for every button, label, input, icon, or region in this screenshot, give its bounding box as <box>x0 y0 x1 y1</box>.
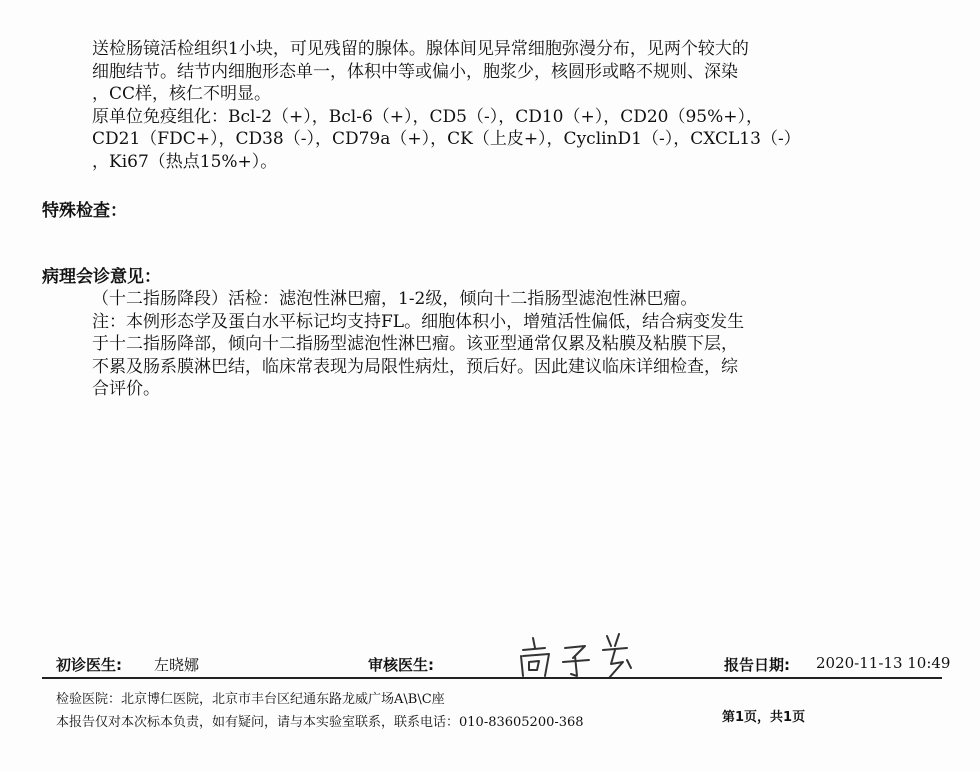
note-line: 不累及肠系膜淋巴结，临床常表现为局限性病灶，预后好。因此建议临床详细检查，综 <box>92 356 738 377</box>
hospital-info: 检验医院：北京博仁医院，北京市丰台区纪通东路龙威广场A\B\C座 <box>56 692 445 707</box>
report-date-value: 2020-11-13 10:49 <box>816 654 951 672</box>
review-doctor-label: 审核医生: <box>368 656 434 674</box>
microscopic-description <box>92 38 801 173</box>
initial-doctor-label: 初诊医生: <box>56 656 122 674</box>
disclaimer-text: 本报告仅对本次标本负责，如有疑问，请与本实验室联系，联系电话：010-83605200-368 <box>56 715 584 730</box>
reviewer-signature <box>515 624 655 684</box>
consultation-opinion <box>92 288 744 401</box>
signature-row <box>42 650 951 678</box>
report-date-label: 报告日期: <box>724 656 790 674</box>
initial-doctor-name: 左晓娜 <box>154 656 200 674</box>
description-line: 送检肠镜活检组织1小块，可见残留的腺体。腺体间见异常细胞弥漫分布，见两个较大的 <box>92 39 749 59</box>
diagnosis-line: （十二指肠降段）活检：滤泡性淋巴瘤，1-2级，倾向十二指肠型滤泡性淋巴瘤。 <box>92 289 698 309</box>
footer-divider <box>42 677 942 679</box>
description-line: ，CC样，核仁不明显。 <box>92 84 272 104</box>
note-line: 合评价。 <box>92 379 160 399</box>
note-line: 于十二指肠降部，倾向十二指肠型滤泡性淋巴瘤。该亚型通常仅累及粘膜及粘膜下层， <box>92 334 738 354</box>
description-line: 细胞结节。结节内细胞形态单一，体积中等或偏小，胞浆少，核圆形或略不规则、深染 <box>92 61 738 82</box>
immunohistochemistry-line: CD21（FDC+），CD38（-），CD79a（+），CK（上皮+），CyclinD1（-），CXCL13（-） <box>92 129 801 149</box>
immunohistochemistry-line: ，Ki67（热点15%+）。 <box>92 151 278 172</box>
immunohistochemistry-line: 原单位免疫组化：Bcl-2（+），Bcl-6（+），CD5（-），CD10（+），CD20（95%+）， <box>92 106 764 127</box>
page-number: 第1页，共1页 <box>722 710 806 725</box>
note-line: 注：本例形态学及蛋白水平标记均支持FL。细胞体积小，增殖活性偏低，结合病变发生 <box>92 311 745 332</box>
special-exam-title: 特殊检查： <box>42 201 127 221</box>
consultation-title: 病理会诊意见： <box>42 267 161 287</box>
